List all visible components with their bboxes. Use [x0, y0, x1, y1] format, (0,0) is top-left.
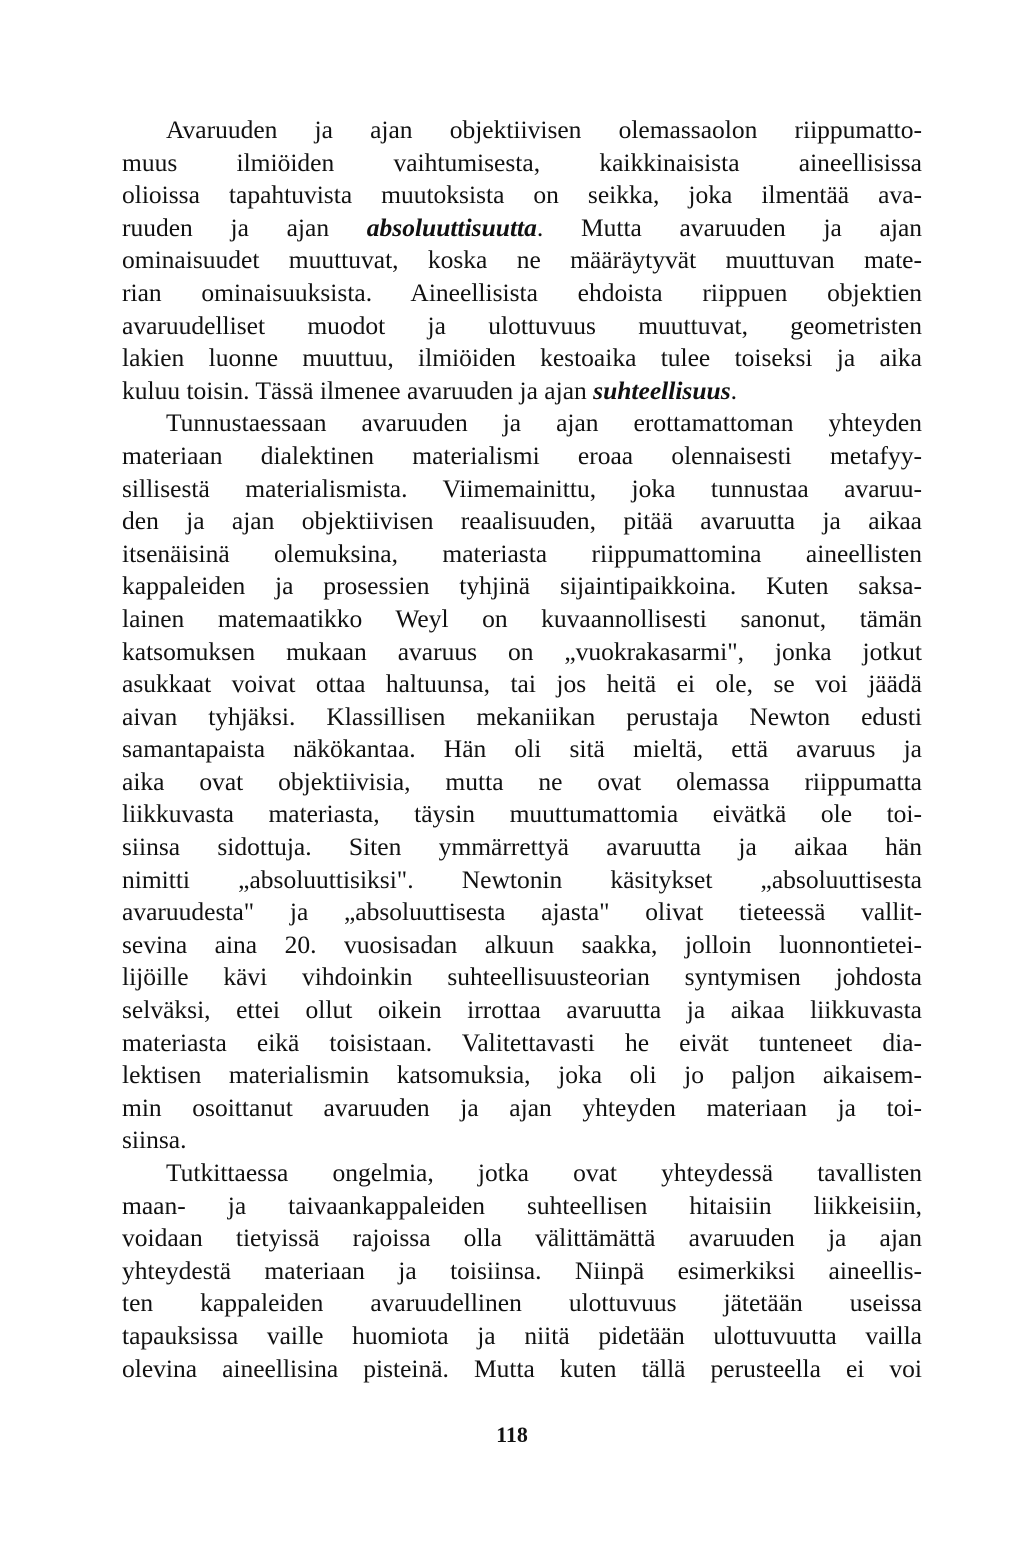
- text-run: aika ovat objektiivisia, mutta ne ovat olemassa riippumatta: [122, 766, 922, 796]
- text-run: olioissa tapahtuvista muutoksista on seikka, joka ilmentää ava-: [122, 180, 922, 210]
- text-line: [122, 440, 922, 473]
- text-line: [122, 1353, 922, 1386]
- text-run: samantapaista näkökantaa. Hän oli sitä mieltä, että avaruus ja: [122, 734, 922, 764]
- text-line: [122, 277, 922, 310]
- text-line: [122, 375, 922, 408]
- emphasized-term: suhteellisuus: [593, 375, 731, 405]
- text-run: asukkaat voivat ottaa haltuunsa, tai jos heitä ei ole, se voi jäädä: [122, 669, 922, 699]
- text-line: [122, 831, 922, 864]
- text-line: [122, 701, 922, 734]
- text-run: sillisestä materialismista. Viimemainittu, joka tunnustaa avaruu-: [122, 473, 922, 503]
- text-run: katsomuksen mukaan avaruus on „vuokrakasarmi", jonka jotkut: [122, 636, 922, 666]
- text-run: min osoittanut avaruuden ja ajan yhteyden materiaan ja toi-: [122, 1092, 922, 1122]
- text-run: siinsa sidottuja. Siten ymmärrettyä avaruutta ja aikaa hän: [122, 832, 922, 862]
- text-line: [122, 1027, 922, 1060]
- text-line: [122, 114, 922, 147]
- text-line: [122, 473, 922, 506]
- text-line: [122, 798, 922, 831]
- text-run: lainen matemaatikko Weyl on kuvaannollisesti sanonut, tämän: [122, 603, 922, 633]
- text-run: nimitti „absoluuttisiksi". Newtonin käsitykset „absoluuttisesta: [122, 864, 922, 894]
- text-run: maan- ja taivaankappaleiden suhteellisen hitaisiin liikkeisiin,: [122, 1190, 922, 1220]
- text-line: [122, 342, 922, 375]
- text-line: [122, 1124, 922, 1157]
- text-line: [122, 147, 922, 180]
- text-line: [122, 1190, 922, 1223]
- text-line: [122, 212, 922, 245]
- text-run: yhteydestä materiaan ja toisiinsa. Niinpä esimerkiksi aineellis-: [122, 1255, 922, 1285]
- text-run: selväksi, ettei ollut oikein irrottaa avaruutta ja aikaa liikkuvasta: [122, 995, 922, 1025]
- text-run: Tunnustaessaan avaruuden ja ajan erottamattoman yhteyden: [166, 408, 922, 438]
- text-run: avaruudesta" ja „absoluuttisesta ajasta" olivat tieteessä vallit-: [122, 897, 922, 927]
- text-run: ten kappaleiden avaruudellinen ulottuvuus jätetään useissa: [122, 1288, 922, 1318]
- text-line: [122, 570, 922, 603]
- text-line: [122, 961, 922, 994]
- text-line: [122, 1157, 922, 1190]
- text-line: [122, 1092, 922, 1125]
- text-line: [122, 668, 922, 701]
- text-line: [122, 636, 922, 669]
- text-run: .: [730, 375, 737, 405]
- text-run: lektisen materialismin katsomuksia, joka oli jo paljon aikaisem-: [122, 1060, 922, 1090]
- text-run: lakien luonne muuttuu, ilmiöiden kestoaika tulee toiseksi ja aika: [122, 343, 922, 373]
- text-line: [122, 244, 922, 277]
- page-number: 118: [496, 1422, 528, 1447]
- text-line: [122, 766, 922, 799]
- text-line: [122, 929, 922, 962]
- text-run: kuluu toisin. Tässä ilmenee avaruuden ja ajan: [122, 375, 594, 405]
- emphasized-term: absoluuttisuutta: [366, 212, 537, 242]
- text-line: [122, 1222, 922, 1255]
- text-run: siinsa.: [122, 1125, 187, 1155]
- body-text: [122, 114, 922, 1385]
- text-run: liikkuvasta materiasta, täysin muuttumattomia eivätkä ole toi-: [122, 799, 922, 829]
- text-line: [122, 407, 922, 440]
- text-run: den ja ajan objektiivisen reaalisuuden, pitää avaruutta ja aikaa: [122, 506, 922, 536]
- text-run: materiasta eikä toisistaan. Valitettavasti he eivät tunteneet dia-: [122, 1027, 922, 1057]
- text-run: itsenäisinä olemuksina, materiasta riippumattomina aineellisten: [122, 538, 922, 568]
- text-line: [122, 179, 922, 212]
- text-line: [122, 1287, 922, 1320]
- text-run: kappaleiden ja prosessien tyhjinä sijaintipaikkoina. Kuten saksa-: [122, 571, 922, 601]
- text-run: avaruudelliset muodot ja ulottuvuus muuttuvat, geometristen: [122, 310, 922, 340]
- text-run: Tutkittaessa ongelmia, jotka ovat yhteydessä tavallisten: [166, 1158, 922, 1187]
- text-run: sevina aina 20. vuosisadan alkuun saakka, jolloin luonnontietei-: [122, 929, 922, 959]
- text-line: [122, 1255, 922, 1288]
- text-run: tapauksissa vaille huomiota ja niitä pidetään ulottuvuutta vailla: [122, 1320, 922, 1350]
- text-run: ruuden ja ajan: [122, 212, 367, 242]
- text-run: voidaan tietyissä rajoissa olla välittämättä avaruuden ja ajan: [122, 1223, 922, 1253]
- text-line: [122, 896, 922, 929]
- text-run: aivan tyhjäksi. Klassillisen mekaniikan perustaja Newton edusti: [122, 701, 922, 731]
- text-line: [122, 733, 922, 766]
- text-line: [122, 603, 922, 636]
- text-line: [122, 505, 922, 538]
- text-line: [122, 1059, 922, 1092]
- text-run: . Mutta avaruuden ja ajan: [536, 212, 922, 242]
- text-line: [122, 994, 922, 1027]
- text-run: ominaisuudet muuttuvat, koska ne määräytyvät muuttuvan mate-: [122, 245, 922, 275]
- text-run: lijöille kävi vihdoinkin suhteellisuusteorian syntymisen johdosta: [122, 962, 922, 992]
- text-line: [122, 864, 922, 897]
- text-run: olevina aineellisina pisteinä. Mutta kuten tällä perusteella ei voi: [122, 1353, 922, 1383]
- text-line: [122, 538, 922, 571]
- text-run: materiaan dialektinen materialismi eroaa olennaisesti metafyy-: [122, 440, 922, 470]
- text-line: [122, 1320, 922, 1353]
- text-run: muus ilmiöiden vaihtumisesta, kaikkinaisista aineellisissa: [122, 147, 922, 177]
- text-run: Avaruuden ja ajan objektiivisen olemassaolon riippumatto-: [166, 115, 922, 144]
- text-line: [122, 310, 922, 343]
- text-run: rian ominaisuuksista. Aineellisista ehdoista riippuen objektien: [122, 277, 922, 307]
